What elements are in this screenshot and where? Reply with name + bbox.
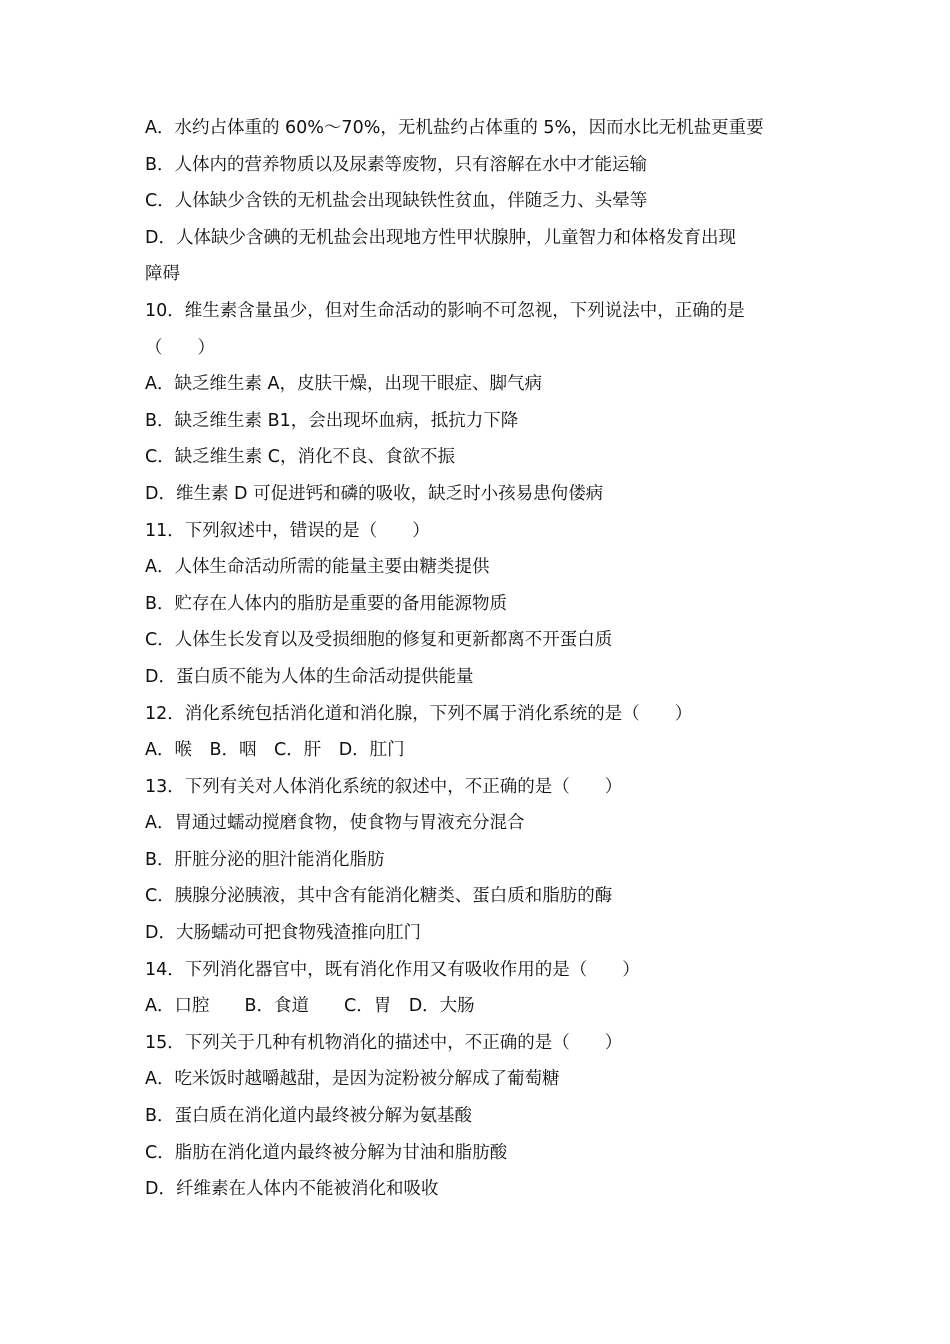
option-11a: A．人体生命活动所需的能量主要由糖类提供 (145, 557, 490, 578)
option-11b: B．贮存在人体内的脂肪是重要的备用能源物质 (145, 593, 508, 614)
option-15d: D．纤维素在人体内不能被消化和吸收 (145, 1179, 439, 1200)
option-11d: D．蛋白质不能为人体的生命活动提供能量 (145, 666, 474, 687)
question-10: 10．维生素含量虽少，但对生命活动的影响不可忽视，下列说法中，正确的是 (145, 300, 745, 321)
options-12: A．喉 B．咽 C．肝 D．肛门 (145, 740, 405, 761)
option-13d: D．大肠蠕动可把食物残渣推向肛门 (145, 923, 421, 944)
option-10c: C．缺乏维生素 C，消化不良、食欲不振 (145, 447, 455, 468)
option-11c: C．人体生长发育以及受损细胞的修复和更新都离不开蛋白质 (145, 630, 613, 651)
option-15c: C．脂肪在消化道内最终被分解为甘油和脂肪酸 (145, 1142, 508, 1163)
question-11: 11．下列叙述中，错误的是（ ） (145, 520, 430, 541)
option-10d: D．维生素 D 可促进钙和磷的吸收，缺乏时小孩易患佝偻病 (145, 483, 604, 504)
option-9d-continued: 障碍 (145, 264, 180, 285)
option-13b: B．肝脏分泌的胆汁能消化脂肪 (145, 849, 385, 870)
option-15b: B．蛋白质在消化道内最终被分解为氨基酸 (145, 1106, 473, 1127)
question-13: 13．下列有关对人体消化系统的叙述中，不正确的是（ ） (145, 776, 623, 797)
question-list (145, 110, 815, 1208)
option-9b: B．人体内的营养物质以及尿素等废物，只有溶解在水中才能运输 (145, 154, 648, 175)
option-9a: A．水约占体重的 60%～70%，无机盐约占体重的 5%，因而水比无机盐更重要 (145, 118, 764, 138)
options-14: A．口腔 B．食道 C．胃 D．大肠 (145, 996, 475, 1017)
question-15: 15．下列关于几种有机物消化的描述中，不正确的是（ ） (145, 1032, 623, 1053)
option-10a: A．缺乏维生素 A，皮肤干燥，出现干眼症、脚气病 (145, 374, 543, 395)
option-10b: B．缺乏维生素 B1，会出现坏血病，抵抗力下降 (145, 410, 519, 431)
option-13c: C．胰腺分泌胰液，其中含有能消化糖类、蛋白质和脂肪的酶 (145, 886, 613, 907)
option-9d: D．人体缺少含碘的无机盐会出现地方性甲状腺肿，儿童智力和体格发育出现 (145, 227, 736, 248)
question-12: 12．消化系统包括消化道和消化腺，下列不属于消化系统的是（ ） (145, 703, 693, 724)
option-9c: C．人体缺少含铁的无机盐会出现缺铁性贫血，伴随乏力、头晕等 (145, 191, 648, 212)
question-10-blank: （ ） (145, 337, 215, 358)
option-13a: A．胃通过蠕动搅磨食物，使食物与胃液充分混合 (145, 813, 525, 834)
question-14: 14．下列消化器官中，既有消化作用又有吸收作用的是（ ） (145, 959, 640, 980)
option-15a: A．吃米饭时越嚼越甜，是因为淀粉被分解成了葡萄糖 (145, 1069, 560, 1090)
